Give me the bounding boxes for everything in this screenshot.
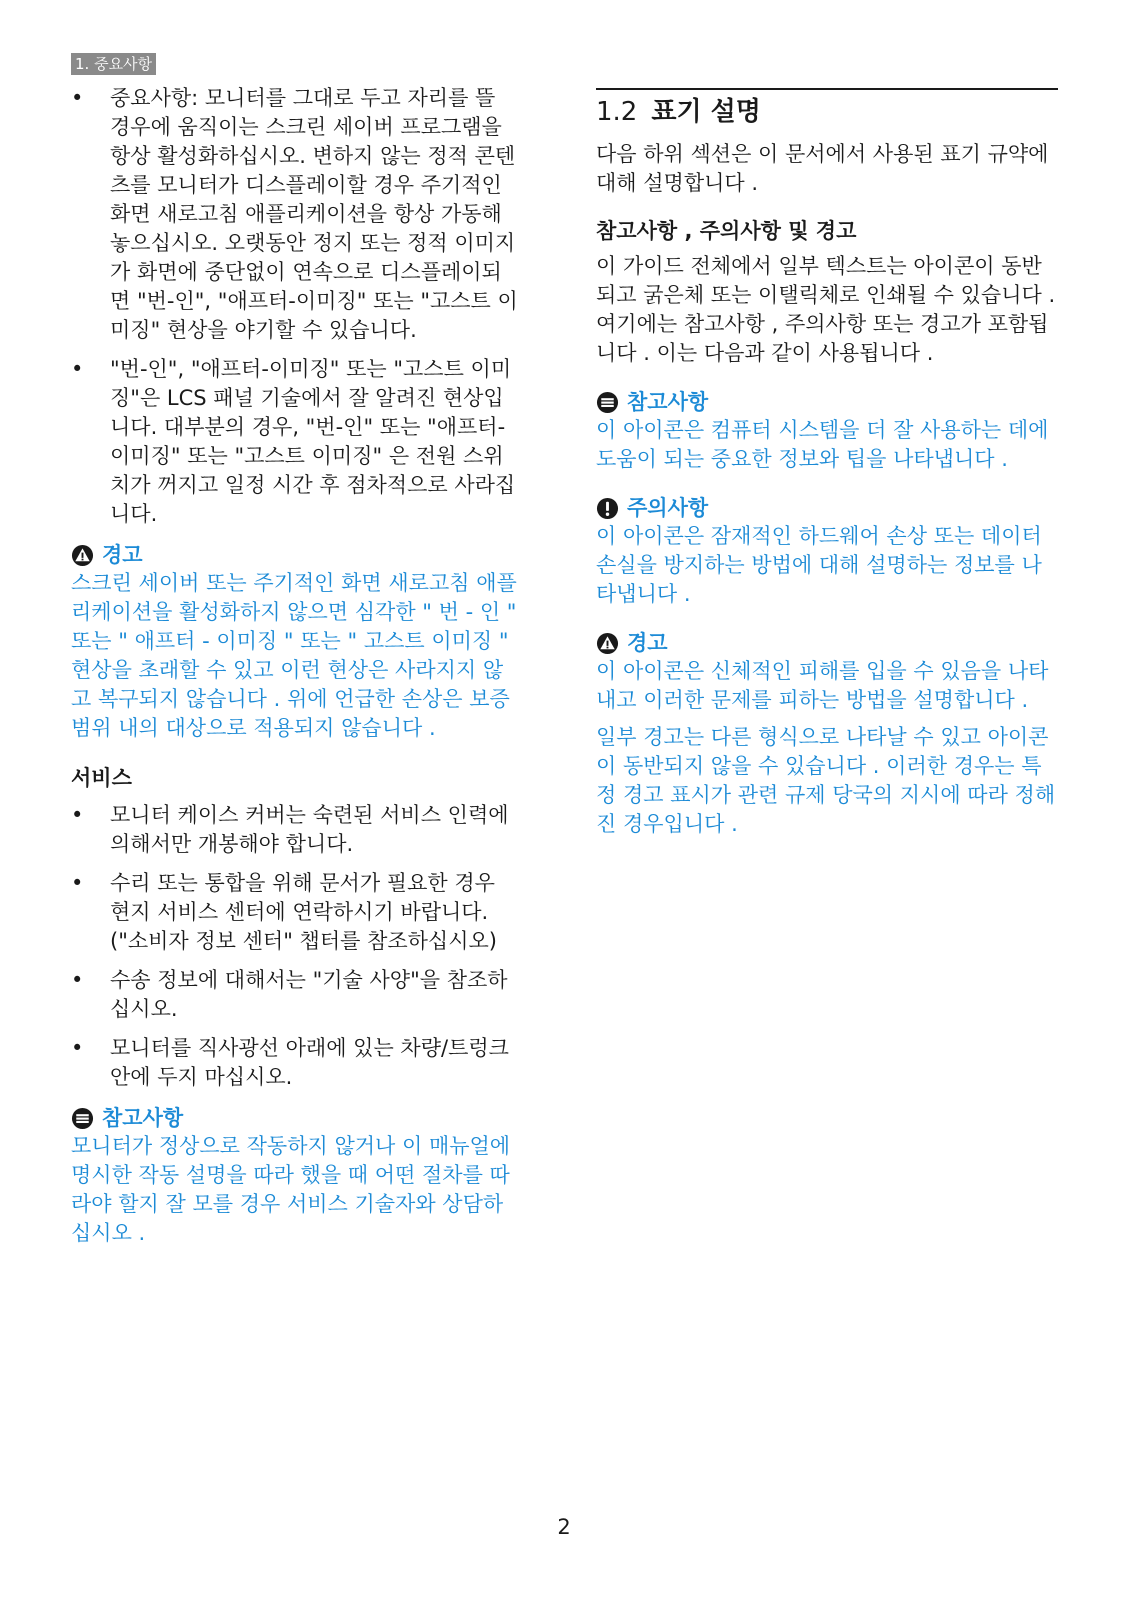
bullet-text: 수리 또는 통합을 위해 문서가 필요한 경우 현지 서비스 센터에 연락하시기 바랍니다. ("소비자 정보 센터" 챕터를 참조하십시오) — [110, 871, 497, 953]
section-tag: 1. 중요사항 — [71, 53, 156, 75]
right-column — [596, 88, 1058, 839]
warning-heading — [596, 629, 1058, 657]
list-item — [71, 966, 521, 1024]
section-title-text: 표기 설명 — [651, 97, 761, 127]
warning-title: 경고 — [102, 543, 143, 567]
list-item — [71, 869, 521, 956]
left-column — [71, 84, 521, 1248]
warning-title: 경고 — [627, 631, 668, 655]
caution-title: 주의사항 — [627, 496, 709, 520]
note-icon — [71, 1107, 94, 1130]
section-title — [596, 94, 1058, 130]
note-heading — [71, 1104, 521, 1132]
caution-icon — [596, 497, 619, 520]
warning-text: 스크린 세이버 또는 주기적인 화면 새로고침 애플리케이션을 활성화하지 않으면 심각한 " 번 - 인 " 또는 " 애프터 - 이미징 " 또는 " 고스트 이미징 " 현상을 초래할 수 있고 이런 현상은 사라지지 않고 복구되지 않습니다 . 위에 언급한 손상은 보증 범위 내의 대상으로 적용되지 않습니다 . — [71, 571, 517, 740]
caution-heading — [596, 494, 1058, 522]
conventions-intro: 이 가이드 전체에서 일부 텍스트는 아이콘이 동반되고 굵은체 또는 이탤릭체로 인쇄될 수 있습니다 . 여기에는 참고사항 , 주의사항 또는 경고가 포함됩니다 . 이는 다음과 같이 사용됩니다 . — [596, 254, 1056, 365]
list-item — [71, 355, 521, 529]
list-item — [71, 801, 521, 859]
note-title: 참고사항 — [102, 1106, 184, 1130]
section-number: 1.2 — [596, 97, 638, 127]
list-item — [71, 1034, 521, 1092]
important-bullet-list — [71, 84, 521, 529]
service-heading: 서비스 — [71, 766, 132, 790]
warning-icon — [596, 632, 619, 655]
note-icon — [596, 391, 619, 414]
section-intro: 다음 하위 섹션은 이 문서에서 사용된 표기 규약에 대해 설명합니다 . — [596, 142, 1049, 195]
conventions-subheading: 참고사항 , 주의사항 및 경고 — [596, 219, 857, 243]
bullet-text: 수송 정보에 대해서는 "기술 사양"을 참조하십시오. — [110, 968, 508, 1021]
page-number: 2 — [557, 1515, 571, 1539]
note-title: 참고사항 — [627, 390, 709, 414]
warning-text-extra: 일부 경고는 다른 형식으로 나타날 수 있고 아이콘이 동반되지 않을 수 있습니다 . 이러한 경우는 특정 경고 표시가 관련 규제 당국의 지시에 따라 정해진 경우입니다 . — [596, 725, 1056, 836]
bullet-text: 모니터 케이스 커버는 숙련된 서비스 인력에 의해서만 개봉해야 합니다. — [110, 803, 509, 856]
caution-text: 이 아이콘은 잠재적인 하드웨어 손상 또는 데이터 손실을 방지하는 방법에 대해 설명하는 정보를 나타냅니다 . — [596, 524, 1042, 606]
note-text: 모니터가 정상으로 작동하지 않거나 이 매뉴얼에 명시한 작동 설명을 따라 했을 때 어떤 절차를 따라야 할지 잘 모를 경우 서비스 기술자와 상담하십시오 . — [71, 1134, 511, 1245]
bullet-icon: • — [71, 968, 84, 992]
section-divider — [596, 88, 1058, 90]
service-bullet-list — [71, 801, 521, 1092]
list-item — [71, 84, 521, 345]
note-text: 이 아이콘은 컴퓨터 시스템을 더 잘 사용하는 데에 도움이 되는 중요한 정보와 팁을 나타냅니다 . — [596, 418, 1049, 471]
bullet-text: "번-인", "애프터-이미징" 또는 "고스트 이미징"은 LCS 패널 기술에서 잘 알려진 현상입니다. 대부분의 경우, "번-인" 또는 "애프터-이미징" 또는 "고스트 이미징" 은 전원 스위치가 꺼지고 일정 시간 후 점차적으로 사라집니다. — [110, 357, 516, 526]
bullet-text: 모니터를 직사광선 아래에 있는 차량/트렁크 안에 두지 마십시오. — [110, 1036, 509, 1089]
bullet-icon: • — [71, 803, 84, 827]
bullet-icon: • — [71, 871, 84, 895]
bullet-icon: • — [71, 1036, 84, 1060]
warning-heading — [71, 541, 521, 569]
bullet-icon: • — [71, 357, 84, 381]
bullet-icon: • — [71, 86, 84, 110]
warning-icon — [71, 544, 94, 567]
warning-text: 이 아이콘은 신체적인 피해를 입을 수 있음을 나타내고 이러한 문제를 피하는 방법을 설명합니다 . — [596, 659, 1049, 712]
bullet-text: 중요사항: 모니터를 그대로 두고 자리를 뜰 경우에 움직이는 스크린 세이버 프로그램을 항상 활성화하십시오. 변하지 않는 정적 콘텐츠를 모니터가 디스플레이할 경우 주기적인 화면 새로고침 애플리케이션을 항상 가동해 놓으십시오. 오랫동안 정지 또는 정적 이미지가 화면에 중단없이 연속으로 디스플레이되면 "번-인", "애프터-이미징" 또는 "고스트 이미징" 현상을 야기할 수 있습니다. — [110, 86, 518, 342]
note-heading — [596, 388, 1058, 416]
